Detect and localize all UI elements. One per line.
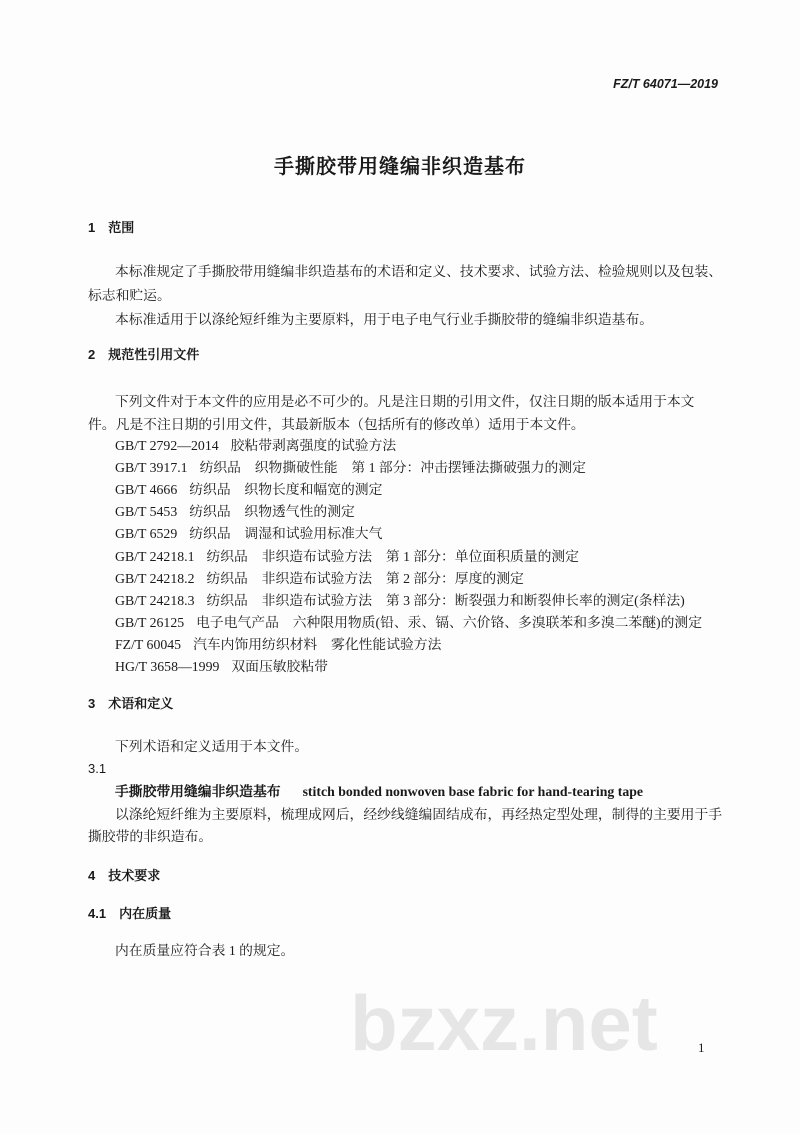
- reference-item: [115, 437, 396, 455]
- reference-title: 纺织品 调湿和试验用标准大气: [189, 526, 383, 542]
- watermark: bzxz.net: [350, 979, 658, 1067]
- section-4-heading: 4 技术要求: [88, 868, 161, 883]
- term-english: stitch bonded nonwoven base fabric for hand-tearing tape: [302, 784, 644, 799]
- reference-code: GB/T 5453: [115, 504, 178, 520]
- section-2-heading: 2 规范性引用文件: [88, 347, 200, 362]
- reference-item: [115, 525, 382, 543]
- reference-item: [115, 570, 524, 588]
- reference-title: 纺织品 织物透气性的测定: [189, 504, 355, 520]
- paragraph-line: 内在质量应符合表 1 的规定。: [115, 943, 295, 958]
- reference-item: [115, 459, 586, 477]
- paragraph-line: 本标准适用于以涤纶短纤维为主要原料，用于电子电气行业手撕胶带的缝编非织造基布。: [115, 312, 654, 327]
- reference-code: GB/T 4666: [115, 482, 178, 498]
- paragraph-line: 下列文件对于本文件的应用是必不可少的。凡是注日期的引用文件，仅注日期的版本适用于本文: [115, 394, 695, 409]
- reference-title: 双面压敏胶粘带: [231, 659, 328, 674]
- reference-item: [115, 658, 328, 676]
- subsection-4-1-heading: 4.1 内在质量: [88, 906, 172, 921]
- document-title: 手撕胶带用缝编非织造基布: [274, 156, 526, 178]
- reference-title: 纺织品 织物长度和幅宽的测定: [189, 482, 383, 498]
- reference-code: GB/T 6529: [115, 526, 178, 542]
- reference-item: [115, 548, 579, 566]
- reference-code: GB/T 24218.2: [115, 570, 195, 586]
- paragraph-line: 标志和贮运。: [88, 288, 171, 303]
- reference-item: [115, 503, 355, 521]
- reference-title: 电子电气产品 六种限用物质(铅、汞、镉、六价铬、多溴联苯和多溴二苯醚)的测定: [196, 614, 702, 630]
- page-number: 1: [698, 1040, 705, 1055]
- reference-code: FZ/T 60045: [115, 636, 182, 652]
- reference-code: GB/T 24218.3: [115, 592, 195, 608]
- clause-number: 3.1: [88, 761, 107, 776]
- paragraph-line: 下列术语和定义适用于本文件。: [115, 739, 309, 754]
- reference-title: 纺织品 织物撕破性能 第 1 部分：冲击摆锤法撕破强力的测定: [199, 460, 586, 476]
- reference-code: GB/T 24218.1: [115, 548, 195, 564]
- standard-number: FZ/T 64071—2019: [613, 77, 718, 91]
- term-chinese: 手撕胶带用缝编非织造基布: [115, 784, 281, 799]
- reference-code: GB/T 3917.1: [115, 460, 188, 476]
- reference-code: GB/T 2792—2014: [115, 438, 219, 453]
- reference-item: [115, 636, 441, 654]
- paragraph-line: 撕胶带的非织造布。: [88, 829, 213, 844]
- reference-title: 汽车内饰用纺织材料 雾化性能试验方法: [193, 636, 442, 652]
- reference-item: [115, 592, 685, 610]
- reference-code: HG/T 3658—1999: [115, 659, 220, 674]
- reference-code: GB/T 26125: [115, 614, 185, 630]
- reference-title: 纺织品 非织造布试验方法 第 1 部分：单位面积质量的测定: [206, 548, 579, 564]
- section-1-heading: 1 范围: [88, 220, 135, 235]
- paragraph-line: 以涤纶短纤维为主要原料，梳理成网后，经纱线缝编固结成布，再经热定型处理，制得的主要用于手: [115, 807, 723, 822]
- paragraph-line: 本标准规定了手撕胶带用缝编非织造基布的术语和定义、技术要求、试验方法、检验规则以及包装、: [115, 264, 723, 279]
- reference-title: 纺织品 非织造布试验方法 第 3 部分：断裂强力和断裂伸长率的测定(条样法): [206, 592, 685, 608]
- paragraph-line: 件。凡是不注日期的引用文件，其最新版本（包括所有的修改单）适用于本文件。: [88, 417, 585, 432]
- reference-item: [115, 614, 702, 632]
- reference-title: 纺织品 非织造布试验方法 第 2 部分：厚度的测定: [206, 570, 524, 586]
- term-entry: [115, 783, 643, 801]
- reference-item: [115, 481, 382, 499]
- reference-title: 胶粘带剥离强度的试验方法: [230, 438, 397, 453]
- section-3-heading: 3 术语和定义: [88, 696, 174, 711]
